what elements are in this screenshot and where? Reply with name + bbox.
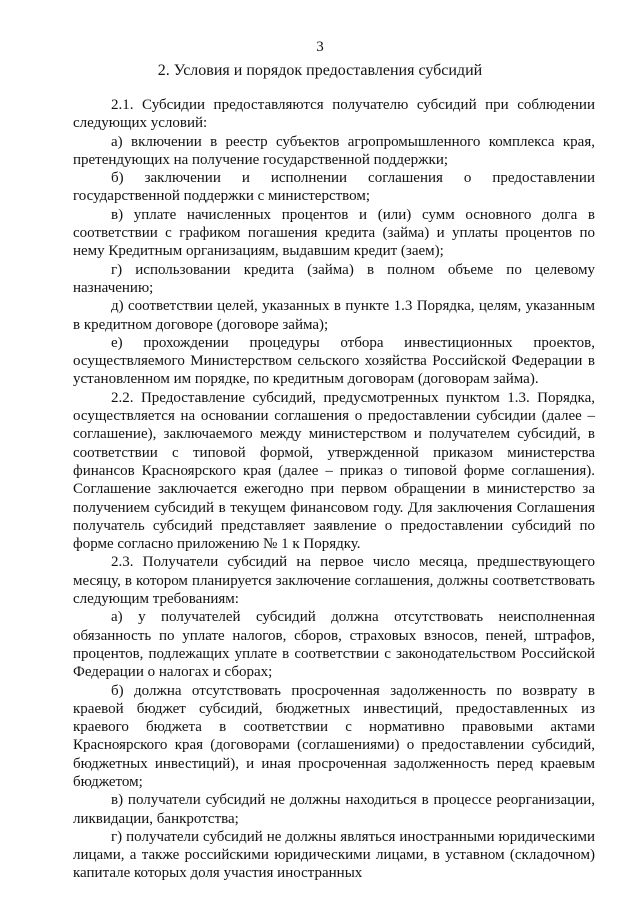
requirement-v: в) получатели субсидий не должны находиться в процессе реорганизации, ликвидации, банкротства; [73, 792, 595, 827]
document-body [73, 96, 595, 883]
condition-b: б) заключении и исполнении соглашения о предоставлении государственной поддержки с министерством; [73, 170, 595, 205]
condition-g: г) использовании кредита (займа) в полном объеме по целевому назначению; [73, 261, 595, 296]
requirement-b: б) должна отсутствовать просроченная задолженность по возврату в краевой бюджет субсидий, бюджетных инвестиций, предоставленных из краевого бюджета в соответствии с нормативно правовыми актами Красноярского края (договорами (соглашениями) о предоставлении субсидий, бюджетных инвестиций), и иная просроченная задолженность перед краевым бюджетом; [73, 682, 595, 790]
condition-a: а) включении в реестр субъектов агропромышленного комплекса края, претендующих на получение государственной поддержки; [73, 133, 595, 168]
section-title: 2. Условия и порядок предоставления субсидий [157, 62, 483, 79]
condition-d: д) соответствии целей, указанных в пункте 1.3 Порядка, целям, указанным в кредитном договоре (договоре займа); [73, 298, 595, 333]
condition-e: е) прохождении процедуры отбора инвестиционных проектов, осуществляемого Министерством сельского хозяйства Российской Федерации в установленном им порядке, по кредитным договорам (договорам займа). [73, 334, 595, 388]
condition-v: в) уплате начисленных процентов и (или) сумм основного долга в соответствии с графиком погашения кредита (займа) и уплаты процентов по нему Кредитным организациям, выдавшим кредит (заем); [73, 206, 595, 260]
requirement-a: а) у получателей субсидий должна отсутствовать неисполненная обязанность по уплате налогов, сборов, страховых взносов, пеней, штрафов, процентов, подлежащих уплате в соответствии с законодательством Российской Федерации о налогах и сборах; [73, 609, 595, 681]
requirement-g: г) получатели субсидий не должны являться иностранными юридическими лицами, а также российскими юридическими лицами, в уставном (складочном) капитале которых доля участия иностранных [73, 828, 595, 882]
page-number: 3 [316, 39, 324, 55]
paragraph-2-2: 2.2. Предоставление субсидий, предусмотренных пунктом 1.3. Порядка, осуществляется на основании соглашения о предоставлении субсидии (далее – соглашение), заключаемого между министерством и получателем субсидий, в соответствии с типовой формой, утвержденной приказом министерства финансов Красноярского края (далее – приказ о типовой форме соглашения). Соглашение заключается ежегодно при первом обращении в министерство за получением субсидий в текущем финансовом году. Для заключения Соглашения получатель субсидий представляет заявление о предоставлении субсидий по форме согласно приложению № 1 к Порядку. [73, 389, 595, 553]
paragraph-2-1: 2.1. Субсидии предоставляются получателю субсидий при соблюдении следующих условий: [73, 97, 595, 132]
paragraph-2-3: 2.3. Получатели субсидий на первое число месяца, предшествующего месяцу, в котором планируется заключение соглашения, должны соответствовать следующим требованиям: [73, 554, 595, 608]
